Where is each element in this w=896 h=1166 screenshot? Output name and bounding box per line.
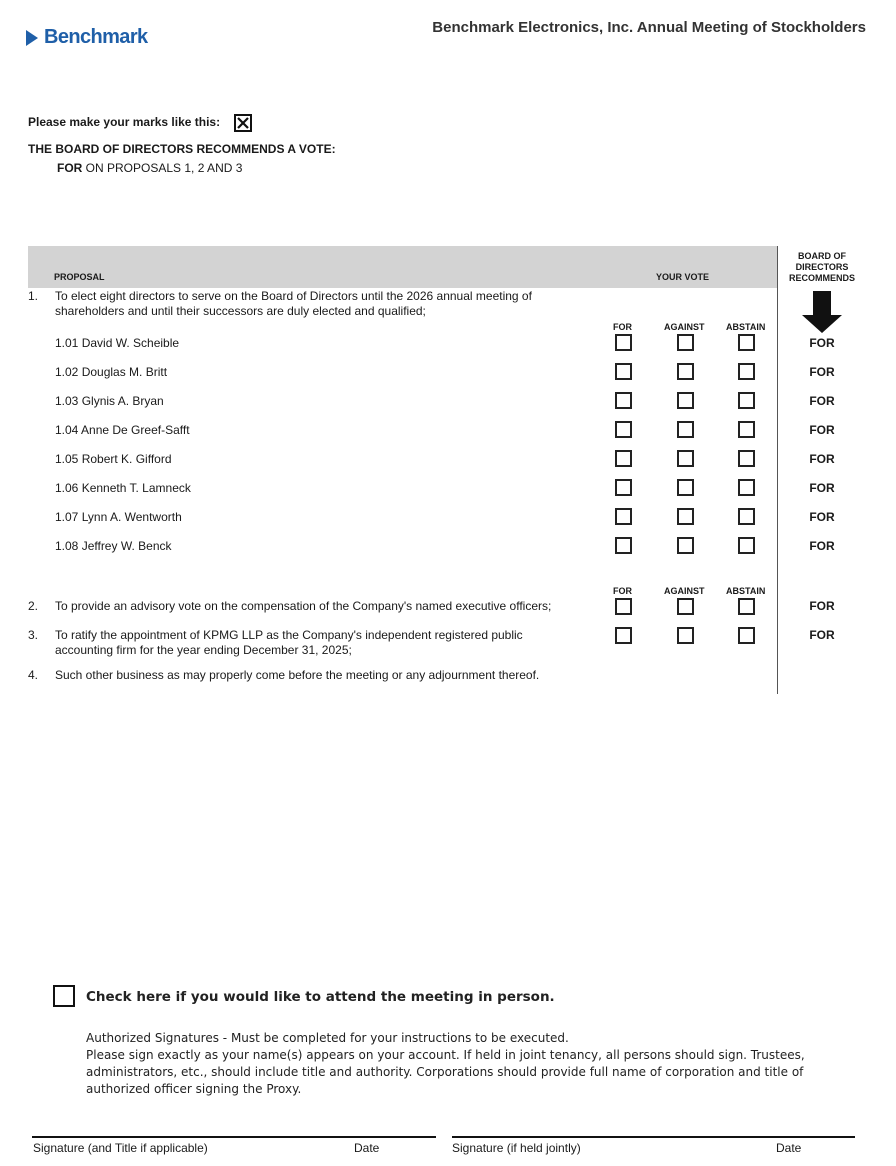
example-mark-box: [234, 114, 252, 132]
nominee-5-for-checkbox[interactable]: [615, 450, 632, 467]
benchmark-logo: [26, 26, 148, 49]
down-arrow-icon: [802, 291, 842, 333]
board-recommends-column-header: [781, 251, 863, 284]
proposal-4-number: 4.: [28, 668, 39, 682]
attend-in-person-checkbox[interactable]: [53, 985, 75, 1007]
nominee-8-abstain-checkbox[interactable]: [738, 537, 755, 554]
board-header-line2: DIRECTORS: [795, 262, 849, 272]
against-column-header: AGAINST: [664, 322, 705, 332]
nominee-7-name: 1.07 Lynn A. Wentworth: [55, 510, 182, 524]
proposal-3-against-checkbox[interactable]: [677, 627, 694, 644]
proposal-2-against-checkbox[interactable]: [677, 598, 694, 615]
nominee-1-abstain-checkbox[interactable]: [738, 334, 755, 351]
authorization-line2: Please sign exactly as your name(s) appears on your account. If held in joint tenancy, all persons should sign. Trustees,: [86, 1048, 805, 1062]
proposal-2-abstain-checkbox[interactable]: [738, 598, 755, 615]
nominee-4-for-checkbox[interactable]: [615, 421, 632, 438]
nominee-7-recommendation: FOR: [809, 510, 835, 524]
nominee-7-abstain-checkbox[interactable]: [738, 508, 755, 525]
proposal-3-for-checkbox[interactable]: [615, 627, 632, 644]
nominee-2-recommendation: FOR: [809, 365, 835, 379]
nominee-6-abstain-checkbox[interactable]: [738, 479, 755, 496]
board-recommends-heading: THE BOARD OF DIRECTORS RECOMMENDS A VOTE:: [28, 142, 336, 156]
for-word: FOR: [57, 161, 83, 175]
nominee-2-for-checkbox[interactable]: [615, 363, 632, 380]
nominee-6-against-checkbox[interactable]: [677, 479, 694, 496]
proposal-2-recommendation: FOR: [809, 599, 835, 613]
date-2-label: Date: [776, 1141, 802, 1155]
abstain-column-header-2: ABSTAIN: [726, 586, 766, 596]
proposal-3-line2: accounting firm for the year ending December 31, 2025;: [55, 643, 352, 657]
against-column-header-2: AGAINST: [664, 586, 705, 596]
proposal-4-text: Such other business as may properly come before the meeting or any adjournment thereof.: [55, 668, 540, 682]
nominee-6-name: 1.06 Kenneth T. Lamneck: [55, 481, 191, 495]
nominee-8-against-checkbox[interactable]: [677, 537, 694, 554]
nominee-7-for-checkbox[interactable]: [615, 508, 632, 525]
proposal-1-number: 1.: [28, 289, 39, 303]
for-column-header-2: FOR: [613, 586, 632, 596]
nominee-4-abstain-checkbox[interactable]: [738, 421, 755, 438]
nominee-1-against-checkbox[interactable]: [677, 334, 694, 351]
nominee-4-recommendation: FOR: [809, 423, 835, 437]
nominee-3-name: 1.03 Glynis A. Bryan: [55, 394, 164, 408]
proposal-2-number: 2.: [28, 599, 39, 613]
nominee-8-recommendation: FOR: [809, 539, 835, 553]
for-proposals-text: ON PROPOSALS 1, 2 AND 3: [82, 161, 243, 175]
logo-text: Benchmark: [44, 26, 148, 48]
signature-1-label: Signature (and Title if applicable): [33, 1141, 208, 1155]
nominee-1-recommendation: FOR: [809, 336, 835, 350]
board-header-line1: BOARD OF: [798, 251, 846, 261]
signature-line-2[interactable]: [452, 1136, 855, 1138]
for-column-header: FOR: [613, 322, 632, 332]
board-header-line3: RECOMMENDS: [788, 273, 855, 283]
nominee-7-against-checkbox[interactable]: [677, 508, 694, 525]
nominee-6-for-checkbox[interactable]: [615, 479, 632, 496]
nominee-3-recommendation: FOR: [809, 394, 835, 408]
proposal-column-header: PROPOSAL: [54, 272, 105, 282]
abstain-column-header: ABSTAIN: [726, 322, 766, 332]
authorization-line4: authorized officer signing the Proxy.: [86, 1082, 302, 1096]
authorization-text: [86, 1030, 806, 1098]
proposal-3-recommendation: FOR: [809, 628, 835, 642]
nominee-1-name: 1.01 David W. Scheible: [55, 336, 180, 350]
proposal-3-text: [55, 628, 523, 658]
proposal-1-line2: shareholders and until their successors are duly elected and qualified;: [55, 304, 426, 318]
nominee-5-against-checkbox[interactable]: [677, 450, 694, 467]
signature-line-1[interactable]: [32, 1136, 436, 1138]
authorization-line3: administrators, etc., should include title and authority. Corporations should provide full name of corporation and title of: [86, 1065, 804, 1079]
for-proposals-line: [57, 161, 242, 175]
nominee-8-name: 1.08 Jeffrey W. Benck: [55, 539, 172, 553]
authorization-line1: Authorized Signatures - Must be completed for your instructions to be executed.: [86, 1031, 569, 1045]
proposal-2-for-checkbox[interactable]: [615, 598, 632, 615]
nominee-2-abstain-checkbox[interactable]: [738, 363, 755, 380]
proposal-3-abstain-checkbox[interactable]: [738, 627, 755, 644]
column-divider: [777, 246, 778, 694]
nominee-1-for-checkbox[interactable]: [615, 334, 632, 351]
nominee-4-against-checkbox[interactable]: [677, 421, 694, 438]
nominee-2-against-checkbox[interactable]: [677, 363, 694, 380]
nominee-2-name: 1.02 Douglas M. Britt: [55, 365, 168, 379]
nominee-5-name: 1.05 Robert K. Gifford: [55, 452, 172, 466]
marks-instruction: Please make your marks like this:: [28, 115, 221, 129]
nominee-3-for-checkbox[interactable]: [615, 392, 632, 409]
proposal-2-text: To provide an advisory vote on the compensation of the Company's named executive officers;: [55, 599, 552, 613]
nominee-4-name: 1.04 Anne De Greef-Safft: [55, 423, 190, 437]
nominee-6-recommendation: FOR: [809, 481, 835, 495]
date-1-label: Date: [354, 1141, 380, 1155]
proposal-1-text: [55, 289, 532, 319]
nominee-8-for-checkbox[interactable]: [615, 537, 632, 554]
logo-triangle-icon: [26, 30, 38, 46]
nominee-5-recommendation: FOR: [809, 452, 835, 466]
proposal-3-line1: To ratify the appointment of KPMG LLP as the Company's independent registered public: [55, 628, 523, 642]
proposal-3-number: 3.: [28, 628, 39, 642]
proposal-1-line1: To elect eight directors to serve on the Board of Directors until the 2026 annual meeting of: [55, 289, 532, 303]
nominee-3-abstain-checkbox[interactable]: [738, 392, 755, 409]
signature-2-label: Signature (if held jointly): [452, 1141, 581, 1155]
meeting-title: Benchmark Electronics, Inc. Annual Meeting of Stockholders: [432, 19, 866, 36]
attend-in-person-label: Check here if you would like to attend the meeting in person.: [86, 989, 555, 1005]
nominee-5-abstain-checkbox[interactable]: [738, 450, 755, 467]
nominee-3-against-checkbox[interactable]: [677, 392, 694, 409]
your-vote-column-header: YOUR VOTE: [656, 272, 710, 282]
x-mark-icon: [236, 116, 250, 130]
